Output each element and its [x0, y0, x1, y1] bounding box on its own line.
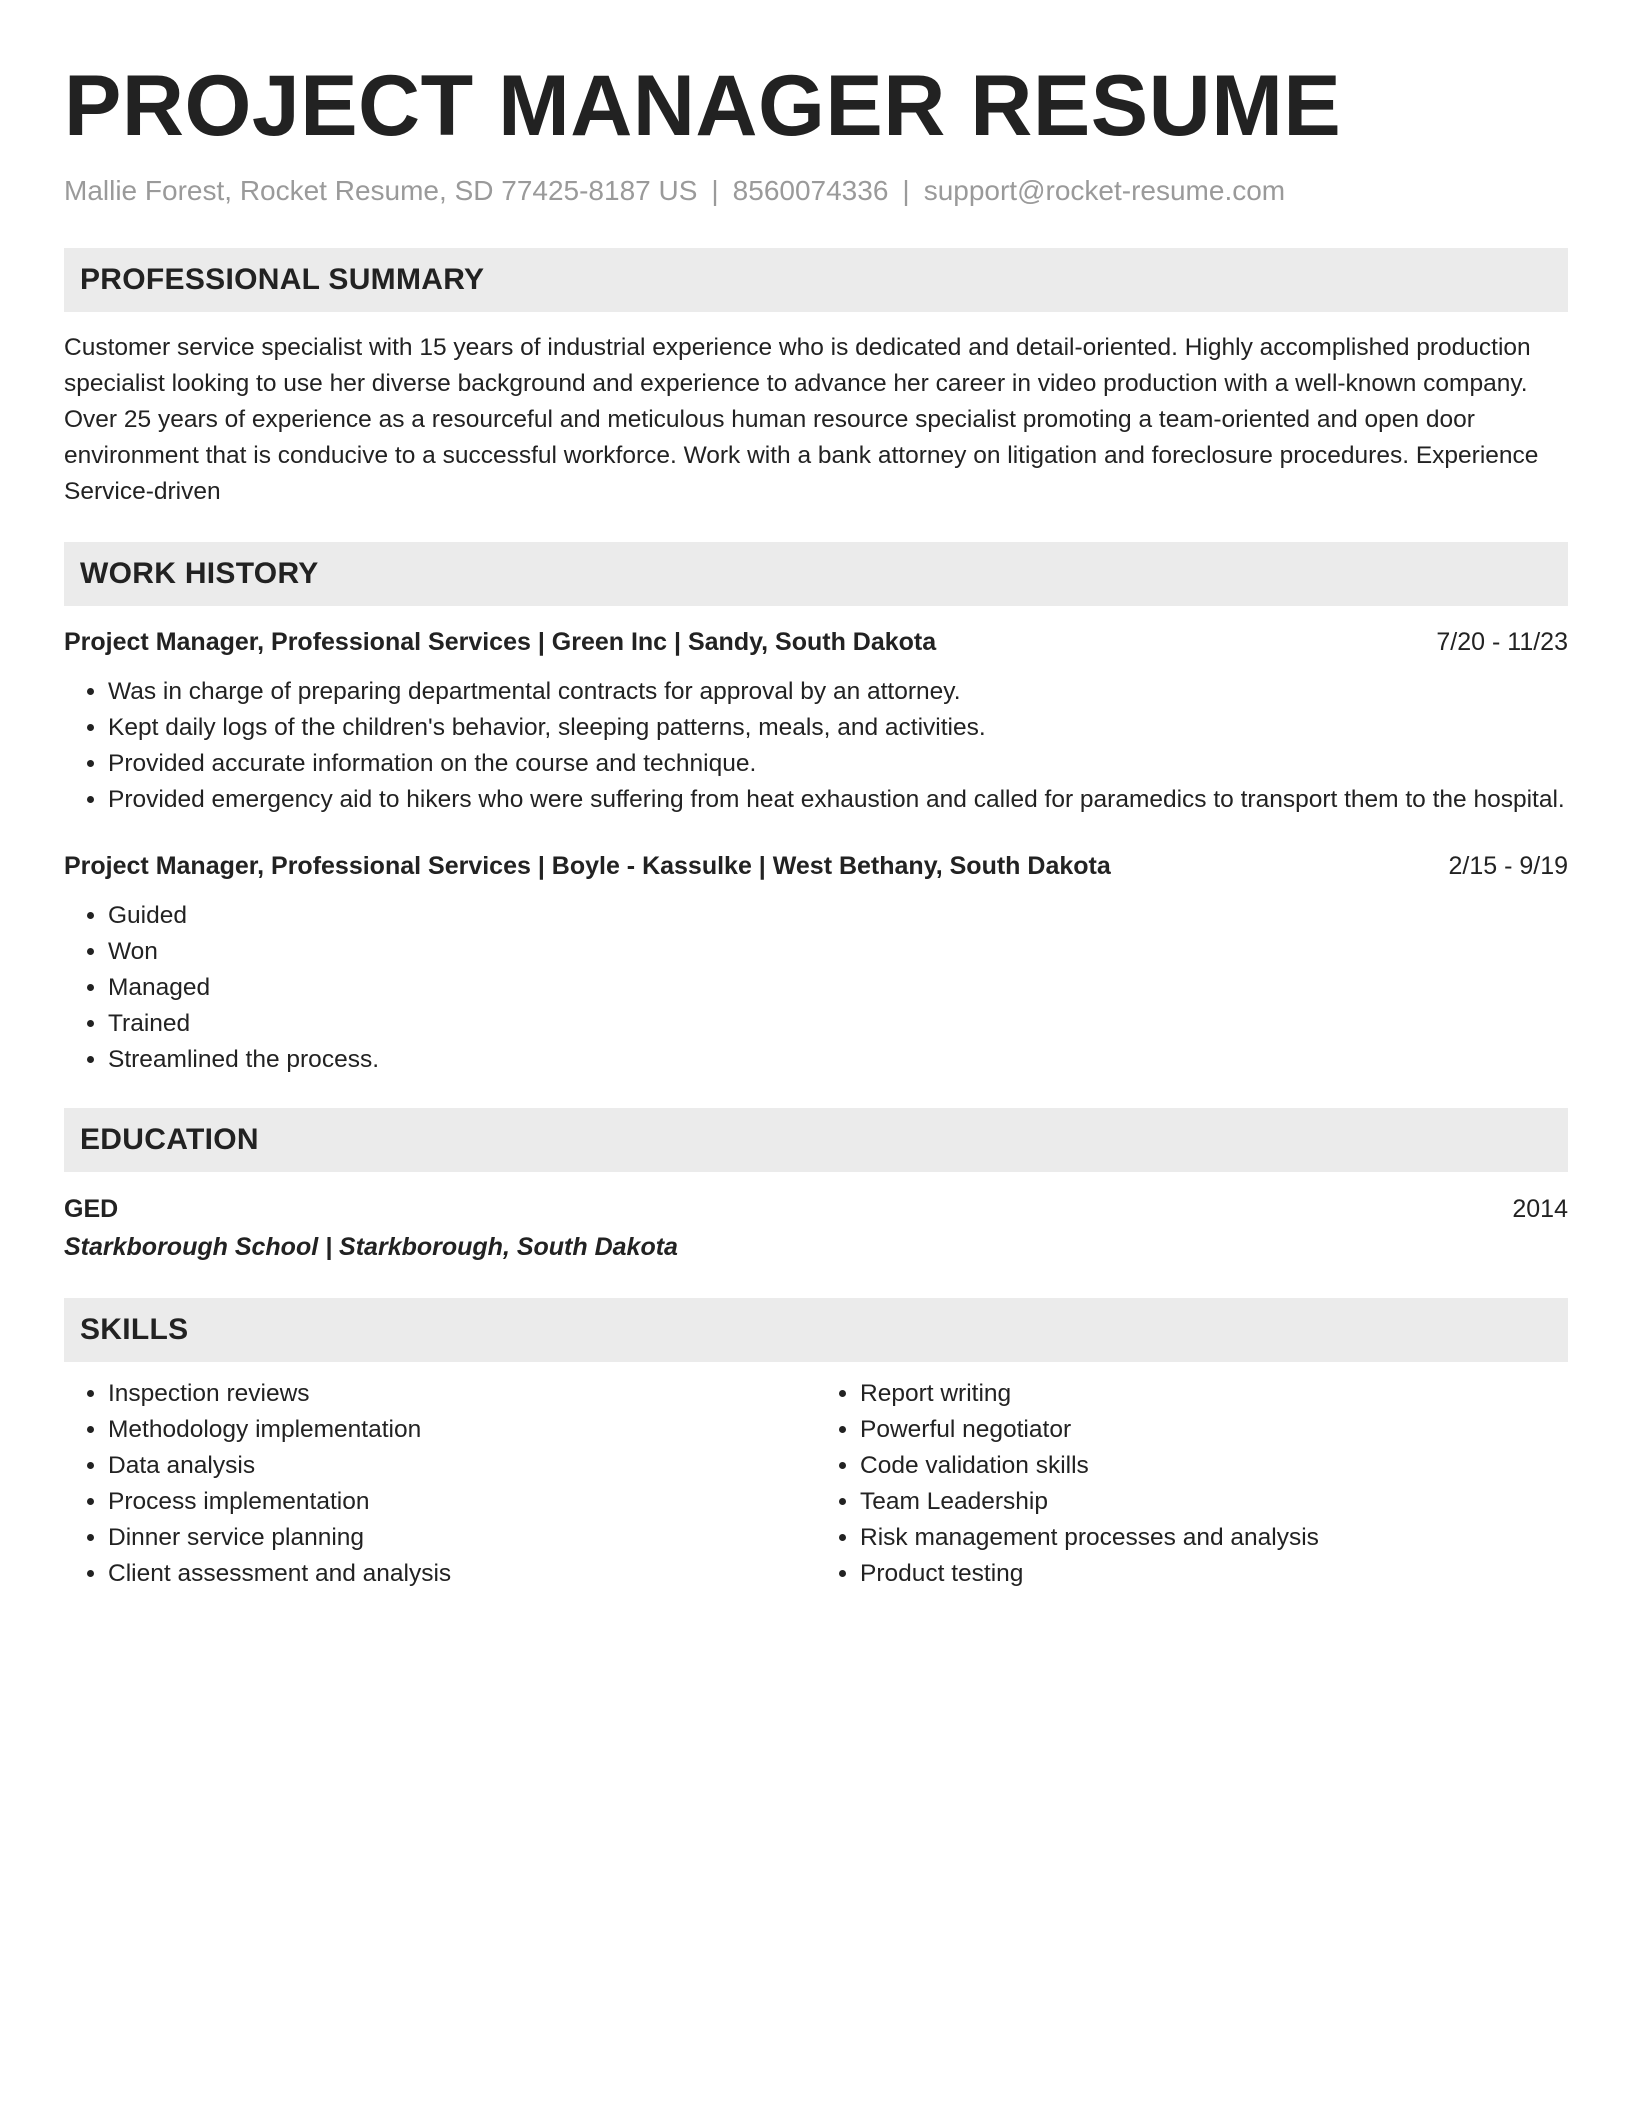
job-dates: 2/15 - 9/19	[1448, 852, 1568, 880]
skill-item: • Inspection reviews	[108, 1376, 816, 1412]
skills-heading: SKILLS	[64, 1298, 1568, 1362]
summary-section	[64, 248, 1568, 510]
job-bullet: • Provided accurate information on the course and technique.	[108, 746, 1568, 782]
skill-item: • Code validation skills	[860, 1448, 1568, 1484]
job-bullets	[64, 898, 1568, 1078]
skills-columns	[64, 1376, 1568, 1592]
skill-item: • Product testing	[860, 1556, 1568, 1592]
job-header	[64, 624, 1568, 660]
education-header	[64, 1190, 1568, 1228]
contact-separator: |	[711, 175, 719, 206]
contact-email: support@rocket-resume.com	[923, 175, 1286, 206]
job-entry	[64, 848, 1568, 1078]
work-history-section	[64, 542, 1568, 1078]
skill-item: • Data analysis	[108, 1448, 816, 1484]
job-header	[64, 848, 1568, 884]
skills-list-left	[64, 1376, 816, 1592]
education-entry	[64, 1190, 1568, 1266]
job-bullets	[64, 674, 1568, 818]
job-entry	[64, 624, 1568, 818]
job-dates: 7/20 - 11/23	[1436, 628, 1568, 656]
skill-item: • Methodology implementation	[108, 1412, 816, 1448]
skill-item: • Team Leadership	[860, 1484, 1568, 1520]
job-bullet: • Was in charge of preparing departmental contracts for approval by an attorney.	[108, 674, 1568, 710]
education-heading: EDUCATION	[64, 1108, 1568, 1172]
job-bullet: • Trained	[108, 1006, 1568, 1042]
education-year: 2014	[1512, 1195, 1568, 1223]
skill-item: • Dinner service planning	[108, 1520, 816, 1556]
skill-item: • Risk management processes and analysis	[860, 1520, 1568, 1556]
contact-separator: |	[902, 175, 910, 206]
contact-line	[64, 174, 1568, 208]
skill-item: • Process implementation	[108, 1484, 816, 1520]
education-section	[64, 1108, 1568, 1266]
job-title: Project Manager, Professional Services | Green Inc | Sandy, South Dakota	[64, 628, 937, 656]
job-bullet: • Provided emergency aid to hikers who were suffering from heat exhaustion and called for paramedics to transport them to the hospital.	[108, 782, 1568, 818]
skill-item: • Report writing	[860, 1376, 1568, 1412]
contact-address: Mallie Forest, Rocket Resume, SD 77425-8187 US	[64, 175, 698, 206]
job-bullet: • Streamlined the process.	[108, 1042, 1568, 1078]
education-degree: GED	[64, 1195, 119, 1223]
skill-item: • Client assessment and analysis	[108, 1556, 816, 1592]
job-bullet: • Managed	[108, 970, 1568, 1006]
contact-phone: 8560074336	[732, 175, 889, 206]
work-history-heading: WORK HISTORY	[64, 542, 1568, 606]
summary-text: Customer service specialist with 15 years of industrial experience who is dedicated and detail-oriented. Highly accomplished production specialist looking to use her diverse background and experience to advance her career in video production with a well-known company. Over 25 years of experience as a resourceful and meticulous human resource specialist promoting a team-oriented and open door environment that is conducive to a successful workforce. Work with a bank attorney on litigation and foreclosure procedures. Experience Service-driven	[64, 334, 1539, 505]
job-title: Project Manager, Professional Services | Boyle - Kassulke | West Bethany, South Dakota	[64, 852, 1111, 880]
education-school: Starkborough School | Starkborough, South Dakota	[64, 1233, 678, 1261]
skill-item: • Powerful negotiator	[860, 1412, 1568, 1448]
summary-heading: PROFESSIONAL SUMMARY	[64, 248, 1568, 312]
skills-section	[64, 1298, 1568, 1592]
skills-list-right	[816, 1376, 1568, 1592]
resume-title: PROJECT MANAGER RESUME	[64, 58, 1342, 154]
job-bullet: • Kept daily logs of the children's behavior, sleeping patterns, meals, and activities.	[108, 710, 1568, 746]
job-bullet: • Guided	[108, 898, 1568, 934]
job-bullet: • Won	[108, 934, 1568, 970]
